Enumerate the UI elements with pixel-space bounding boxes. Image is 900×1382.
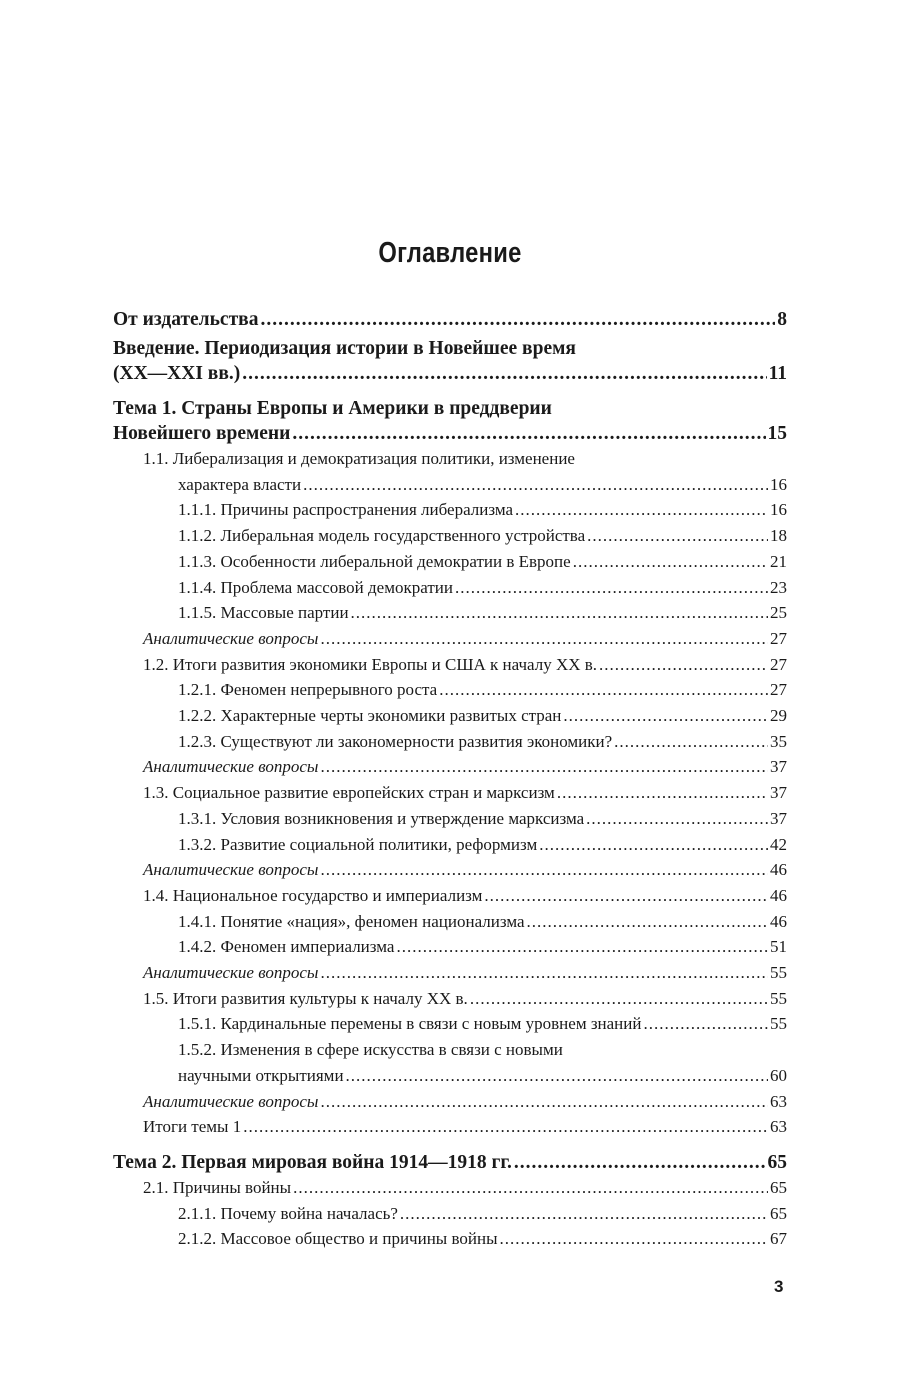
toc-entry[interactable] xyxy=(113,575,787,601)
toc-entry[interactable] xyxy=(113,1089,787,1115)
toc-entry[interactable] xyxy=(113,677,787,703)
toc-page-number: 65 xyxy=(767,1151,787,1173)
toc-entry-title: 1.5.1. Кардинальные перемены в связи с новым уровнем знаний xyxy=(178,1014,642,1034)
toc-entry-title: (XX—XXI вв.) xyxy=(113,363,241,384)
table-of-contents xyxy=(113,307,787,1252)
dot-leader xyxy=(320,960,768,986)
toc-entry-title: Аналитические вопросы xyxy=(143,628,319,648)
toc-entry[interactable] xyxy=(113,857,787,883)
toc-entry-title: характера власти xyxy=(178,474,302,494)
toc-entry[interactable] xyxy=(113,1011,787,1037)
toc-entry-title: Тема 2. Первая мировая война 1914—1918 гг. xyxy=(113,1151,512,1173)
page-title: Оглавление xyxy=(378,237,522,270)
toc-entry[interactable] xyxy=(113,934,787,960)
toc-entry-title-line: Тема 1. Страны Европы и Америки в преддверии xyxy=(113,398,552,419)
dot-leader xyxy=(400,1201,768,1227)
toc-entry-title-line: 1.1. Либерализация и демократизация политики, изменение xyxy=(143,449,575,468)
toc-entry[interactable] xyxy=(113,883,787,909)
toc-page-number: 65 xyxy=(770,1203,787,1223)
toc-page-number: 11 xyxy=(768,363,787,384)
toc-page-number: 21 xyxy=(770,551,787,571)
dot-leader xyxy=(539,832,768,858)
toc-page-number: 15 xyxy=(767,423,787,444)
toc-chapter[interactable] xyxy=(113,396,787,446)
toc-page-number: 27 xyxy=(770,654,787,674)
toc-entry-title: 1.2.3. Существуют ли закономерности развития экономики? xyxy=(178,731,613,751)
toc-entry-title: 1.4.1. Понятие «нация», феномен национализма xyxy=(178,911,525,931)
dot-leader xyxy=(320,857,768,883)
toc-page-number: 67 xyxy=(770,1229,787,1249)
toc-page-number: 55 xyxy=(770,988,787,1008)
toc-entry[interactable] xyxy=(113,1037,787,1088)
toc-entry[interactable] xyxy=(113,1201,787,1227)
toc-entry-title: 2.1.2. Массовое общество и причины войны xyxy=(178,1229,498,1249)
toc-entry-title: Новейшего времени xyxy=(113,423,291,444)
dot-leader xyxy=(439,677,768,703)
toc-page-number: 18 xyxy=(770,526,787,546)
dot-leader xyxy=(320,626,768,652)
toc-entry[interactable] xyxy=(113,960,787,986)
toc-entry-title: 1.4.2. Феномен империализма xyxy=(178,937,395,957)
toc-page-number: 63 xyxy=(770,1117,787,1137)
toc-page-number: 51 xyxy=(770,937,787,957)
toc-page-number: 46 xyxy=(770,860,787,880)
toc-entry-title: научными открытиями xyxy=(178,1065,344,1085)
toc-page-number: 60 xyxy=(770,1065,787,1085)
dot-leader xyxy=(292,421,765,446)
dot-leader xyxy=(514,1150,766,1175)
toc-entry[interactable] xyxy=(113,600,787,626)
toc-entry-title: 1.2. Итоги развития экономики Европы и США к началу XX в. xyxy=(143,654,598,674)
toc-page-number: 37 xyxy=(770,783,787,803)
toc-page-number: 55 xyxy=(770,963,787,983)
dot-leader xyxy=(320,754,768,780)
toc-entry-title: 2.1.1. Почему война началась? xyxy=(178,1203,398,1223)
dot-leader xyxy=(586,806,768,832)
dot-leader xyxy=(484,883,768,909)
toc-entry-title: 1.3. Социальное развитие европейских стран и марксизм xyxy=(143,783,555,803)
toc-entry-title: От издательства xyxy=(113,309,259,330)
toc-page-number: 25 xyxy=(770,603,787,623)
dot-leader xyxy=(303,472,768,498)
toc-entry[interactable] xyxy=(113,446,787,497)
toc-entry-title: 2.1. Причины войны xyxy=(143,1177,292,1197)
toc-entry-title: 1.2.2. Характерные черты экономики развитых стран xyxy=(178,706,562,726)
toc-chapter[interactable] xyxy=(113,1150,787,1175)
dot-leader xyxy=(455,575,768,601)
toc-entry-title: Аналитические вопросы xyxy=(143,1091,319,1111)
toc-chapter[interactable] xyxy=(113,307,787,332)
toc-page-number: 16 xyxy=(770,500,787,520)
dot-leader xyxy=(515,497,768,523)
dot-leader xyxy=(320,1089,768,1115)
toc-page-number: 46 xyxy=(770,885,787,905)
toc-entry-title: 1.2.1. Феномен непрерывного роста xyxy=(178,680,438,700)
toc-entry[interactable] xyxy=(113,754,787,780)
dot-leader xyxy=(563,703,768,729)
toc-page-number: 55 xyxy=(770,1014,787,1034)
dot-leader xyxy=(587,523,768,549)
toc-page-number: 37 xyxy=(770,808,787,828)
toc-entry-title: 1.3.1. Условия возникновения и утверждение марксизма xyxy=(178,808,585,828)
dot-leader xyxy=(557,780,768,806)
dot-leader xyxy=(351,600,768,626)
toc-entry-title: Итоги темы 1 xyxy=(143,1117,242,1137)
toc-entry-title: 1.4. Национальное государство и империализм xyxy=(143,885,483,905)
toc-entry-title: 1.1.1. Причины распространения либерализма xyxy=(178,500,514,520)
toc-entry[interactable] xyxy=(113,729,787,755)
dot-leader xyxy=(293,1175,768,1201)
dot-leader xyxy=(573,549,768,575)
dot-leader xyxy=(527,909,768,935)
toc-entry[interactable] xyxy=(113,1175,787,1201)
toc-entry[interactable] xyxy=(113,549,787,575)
toc-page-number: 46 xyxy=(770,911,787,931)
toc-page-number: 23 xyxy=(770,577,787,597)
toc-entry[interactable] xyxy=(113,652,787,678)
toc-page-number: 8 xyxy=(777,309,787,330)
toc-entry[interactable] xyxy=(113,703,787,729)
toc-entry-title: Аналитические вопросы xyxy=(143,963,319,983)
toc-page-number: 65 xyxy=(770,1177,787,1197)
toc-entry[interactable] xyxy=(113,806,787,832)
toc-entry-title: 1.3.2. Развитие социальной политики, реформизм xyxy=(178,834,538,854)
toc-entry-title: 1.1.2. Либеральная модель государственного устройства xyxy=(178,526,586,546)
dot-leader xyxy=(470,986,768,1012)
toc-entry-title-line: 1.5.2. Изменения в сфере искусства в связи с новыми xyxy=(178,1040,563,1060)
toc-page-number: 16 xyxy=(770,474,787,494)
dot-leader xyxy=(643,1011,768,1037)
page-number: 3 xyxy=(774,1277,784,1296)
dot-leader xyxy=(260,307,775,332)
toc-entry-title: 1.1.5. Массовые партии xyxy=(178,603,349,623)
toc-chapter[interactable] xyxy=(113,336,787,386)
toc-entry[interactable] xyxy=(113,1114,787,1140)
dot-leader xyxy=(243,1114,768,1140)
toc-entry-title: 1.1.4. Проблема массовой демократии xyxy=(178,577,453,597)
toc-entry[interactable] xyxy=(113,626,787,652)
toc-page-number: 27 xyxy=(770,680,787,700)
dot-leader xyxy=(396,934,768,960)
dot-leader xyxy=(599,652,768,678)
toc-page-number: 29 xyxy=(770,706,787,726)
toc-page-number: 37 xyxy=(770,757,787,777)
toc-entry[interactable] xyxy=(113,523,787,549)
toc-page-number: 42 xyxy=(770,834,787,854)
toc-entry[interactable] xyxy=(113,497,787,523)
toc-page-number: 27 xyxy=(770,628,787,648)
toc-entry-title: Аналитические вопросы xyxy=(143,860,319,880)
dot-leader xyxy=(242,361,766,386)
dot-leader xyxy=(614,729,768,755)
toc-entry-title-line: Введение. Периодизация истории в Новейшее время xyxy=(113,338,576,359)
toc-entry[interactable] xyxy=(113,832,787,858)
dot-leader xyxy=(346,1063,768,1089)
toc-entry[interactable] xyxy=(113,986,787,1012)
toc-page-number: 63 xyxy=(770,1091,787,1111)
toc-entry-title: 1.1.3. Особенности либеральной демократии в Европе xyxy=(178,551,571,571)
toc-entry[interactable] xyxy=(113,909,787,935)
toc-entry-title: 1.5. Итоги развития культуры к началу XX в. xyxy=(143,988,468,1008)
dot-leader xyxy=(500,1226,769,1252)
toc-entry-title: Аналитические вопросы xyxy=(143,757,319,777)
toc-entry[interactable] xyxy=(113,780,787,806)
toc-entry[interactable] xyxy=(113,1226,787,1252)
toc-page-number: 35 xyxy=(770,731,787,751)
